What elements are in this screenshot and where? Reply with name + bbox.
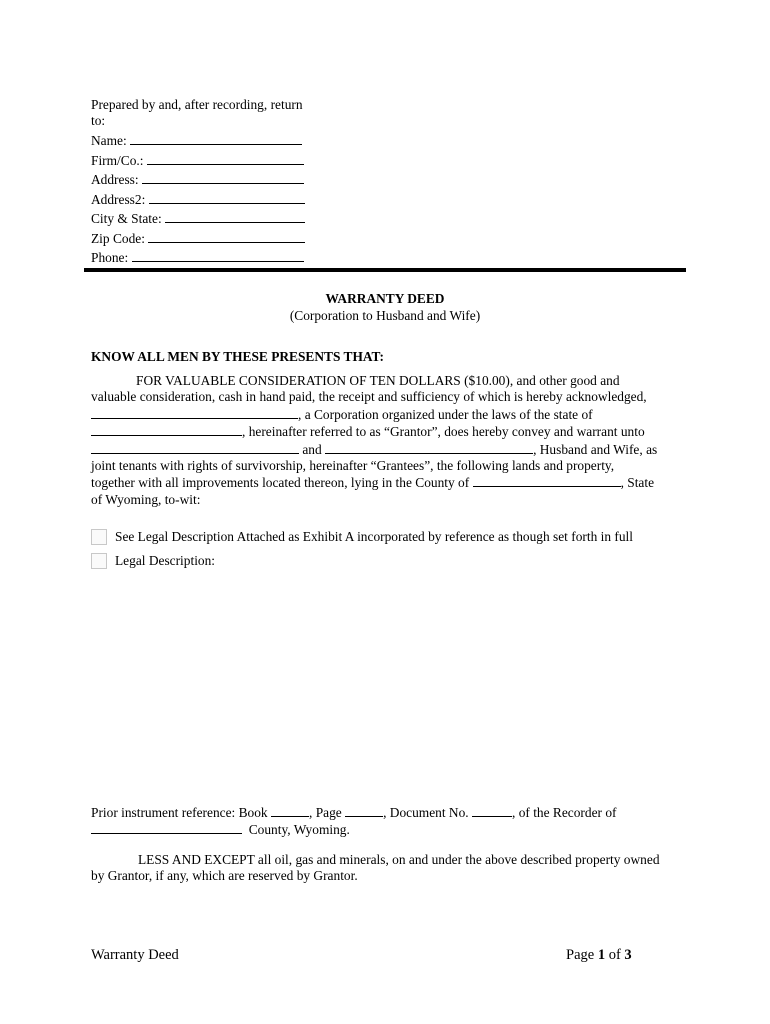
zip-code-field <box>91 229 313 249</box>
field-label: Address: <box>91 172 139 187</box>
line-text: , State <box>620 475 655 491</box>
page-prefix: Page <box>566 947 595 963</box>
city-state-blank[interactable] <box>165 210 305 223</box>
prior-text: County, Wyoming. <box>248 822 350 838</box>
county-blank[interactable] <box>473 474 621 487</box>
paragraph-line <box>91 406 679 423</box>
exhibit-a-checkbox[interactable] <box>91 529 107 545</box>
line-text: valuable consideration, cash in hand paid, the receipt and sufficiency of which is hereby acknowledged, <box>91 389 647 405</box>
page-total: 3 <box>624 947 632 963</box>
address2-blank[interactable] <box>149 191 305 204</box>
paragraph-line <box>91 389 679 405</box>
paragraph-line <box>91 868 679 884</box>
prior-text: Prior instrument reference: Book <box>91 805 268 820</box>
field-label: Firm/Co.: <box>91 152 144 168</box>
name-blank[interactable] <box>130 132 302 145</box>
exhibit-a-option[interactable] <box>91 529 633 545</box>
grantee-husband-blank[interactable] <box>91 441 299 454</box>
return-address-block <box>91 97 313 268</box>
line-text: FOR VALUABLE CONSIDERATION OF TEN DOLLARS ($10.00), and other good and <box>136 373 620 388</box>
grantor-name-blank[interactable] <box>91 406 298 419</box>
legal-description-label: Legal Description: <box>115 553 216 568</box>
paragraph-line <box>91 373 679 389</box>
line-text: and <box>302 441 322 457</box>
paragraph-line <box>91 458 679 474</box>
legal-description-checkbox[interactable] <box>91 553 107 569</box>
line-text: , Husband and Wife, as <box>533 441 658 457</box>
line-text: together with all improvements located thereon, lying in the County of <box>91 475 470 491</box>
firm-blank[interactable] <box>147 152 304 165</box>
paragraph-line <box>91 492 679 508</box>
footer-document-name: Warranty Deed <box>91 947 179 963</box>
prior-text: , Document No. <box>383 805 469 820</box>
header-divider <box>84 268 686 272</box>
page-blank[interactable] <box>345 804 383 817</box>
zip-code-blank[interactable] <box>148 230 305 243</box>
legal-description-option[interactable] <box>91 553 215 569</box>
line-text: of Wyoming, to-wit: <box>91 491 201 507</box>
recorder-county-blank[interactable] <box>91 821 242 834</box>
page-current: 1 <box>597 947 606 963</box>
state-blank[interactable] <box>91 423 242 436</box>
prior-line-2 <box>91 821 679 838</box>
address-field <box>91 170 313 190</box>
paragraph-line <box>91 441 679 458</box>
less-and-except-paragraph <box>91 852 679 885</box>
line-text: , hereinafter referred to as “Grantor”, does hereby convey and warrant unto <box>242 424 645 440</box>
line-text: by Grantor, if any, which are reserved by Grantor. <box>91 868 358 884</box>
address2-field <box>91 190 313 210</box>
footer-page-number <box>566 947 632 964</box>
paragraph-line <box>91 852 679 868</box>
conveyance-paragraph <box>91 373 679 508</box>
field-label: City & State: <box>91 211 162 226</box>
paragraph-line <box>91 474 679 491</box>
firm-field <box>91 151 313 171</box>
phone-field <box>91 248 313 268</box>
city-state-field <box>91 209 313 229</box>
book-blank[interactable] <box>271 804 309 817</box>
prior-text: , Page <box>309 805 342 820</box>
document-no-blank[interactable] <box>472 804 512 817</box>
return-heading: Prepared by and, after recording, return to: <box>91 97 303 128</box>
line-text: , a Corporation organized under the laws of the state of <box>298 406 593 422</box>
prior-instrument-reference <box>91 804 679 839</box>
know-all-men-heading: KNOW ALL MEN BY THESE PRESENTS THAT: <box>91 349 384 364</box>
prior-text: , of the Recorder of <box>512 805 617 820</box>
phone-blank[interactable] <box>132 249 304 262</box>
page-of: of <box>608 947 621 963</box>
prior-line-1 <box>91 804 679 821</box>
document-title: WARRANTY DEED <box>325 291 445 306</box>
document-subtitle: (Corporation to Husband and Wife) <box>289 308 481 323</box>
field-label: Address2: <box>91 191 146 207</box>
line-text: joint tenants with rights of survivorship, hereinafter “Grantees”, the following lands and property, <box>91 458 615 474</box>
field-label: Zip Code: <box>91 230 145 246</box>
field-label: Phone: <box>91 250 129 265</box>
exhibit-a-label: See Legal Description Attached as Exhibit A incorporated by reference as though set forth in full <box>115 529 633 544</box>
paragraph-line <box>91 423 679 440</box>
address-blank[interactable] <box>142 171 304 184</box>
field-label: Name: <box>91 133 127 148</box>
line-text: LESS AND EXCEPT all oil, gas and minerals, on and under the above described property owned <box>138 852 660 867</box>
name-field <box>91 131 313 151</box>
grantee-wife-blank[interactable] <box>325 441 533 454</box>
